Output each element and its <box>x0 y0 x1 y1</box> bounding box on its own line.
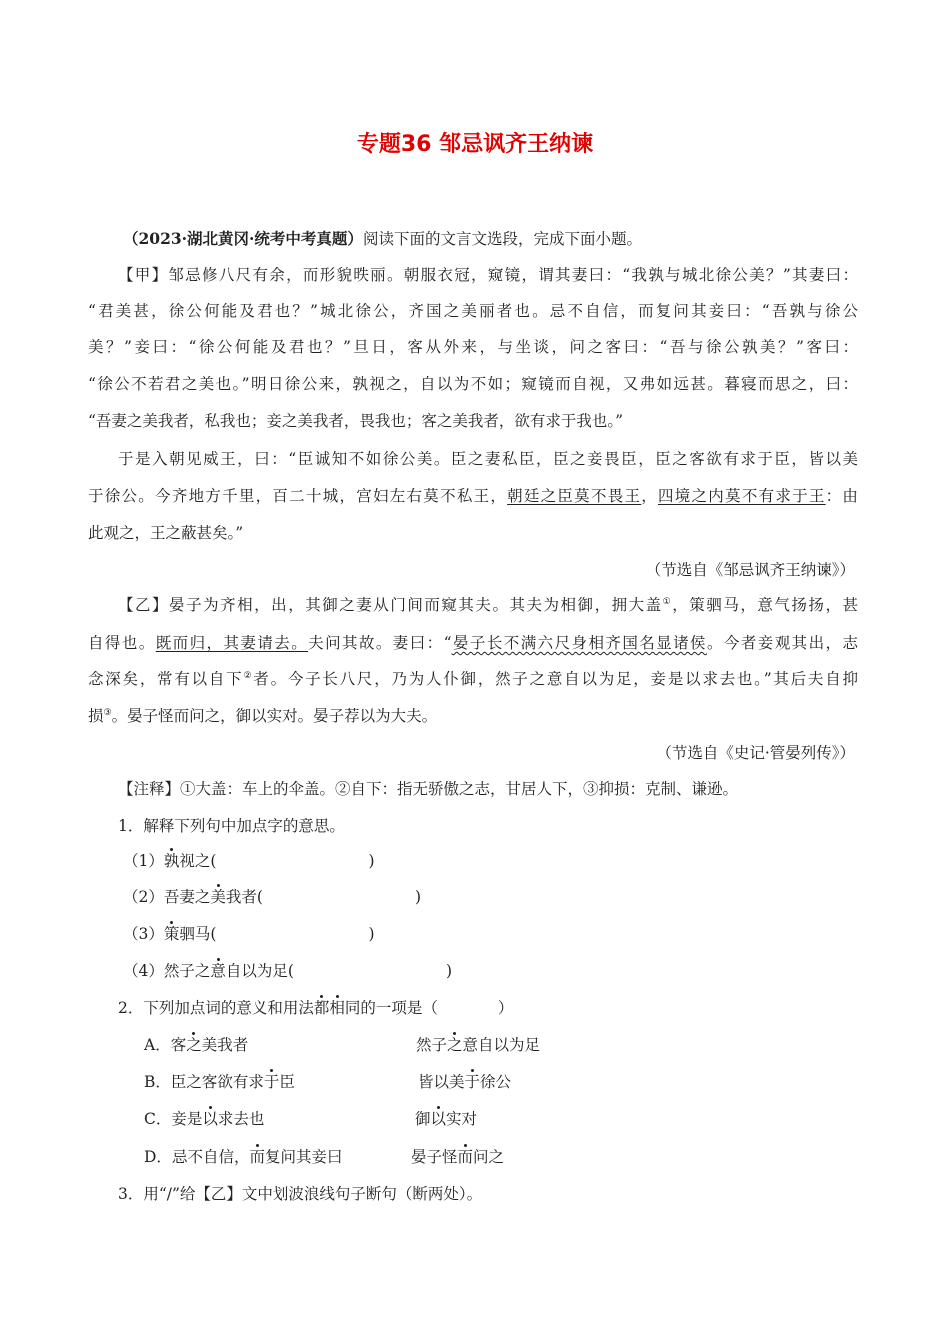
option-label: C． <box>144 1110 172 1128</box>
question-1-stem: 1．解释下列句中加点字的意思。 <box>118 817 345 835</box>
question-1-item <box>123 923 375 945</box>
text-span: 吾妻之 <box>163 888 211 906</box>
text-span: 我者( <box>225 888 263 906</box>
passage-a-line: “徐公不若君之美也。”明日徐公来，孰视之，自以为不如；窥镜而自视，又弗如远甚。暮寝而思之，曰： <box>88 375 858 393</box>
text-span: 念深矣，常有以自下 <box>88 670 244 688</box>
text-span: 夫问其故。妻曰：“ <box>308 634 452 652</box>
text-span: 然子 <box>416 1036 448 1054</box>
dotted-char: 以 <box>430 1110 447 1128</box>
text-span: 实对 <box>446 1110 478 1128</box>
text-span: 同的一项是（ <box>344 999 438 1017</box>
option-label: B． <box>144 1073 171 1091</box>
item-number: （3） <box>123 925 164 943</box>
option-b-right <box>418 1071 511 1093</box>
text-span: ) <box>414 888 422 906</box>
passage-b-line <box>88 632 858 654</box>
question-1-item <box>123 886 421 908</box>
option-d-right <box>411 1146 504 1168</box>
text-span: 臣 <box>279 1073 295 1091</box>
dotted-char: 之 <box>447 1036 463 1054</box>
question-1-item <box>123 850 375 872</box>
dotted-char: 策 <box>163 925 180 943</box>
option-label: A． <box>144 1036 171 1054</box>
option-label: D． <box>144 1148 172 1166</box>
text-span: ，策驷马，意气扬扬，甚 <box>672 596 858 614</box>
passage-b-source: （节选自《史记·管晏列传》） <box>656 744 855 762</box>
intro-text: 阅读下面的文言文选段，完成下面小题。 <box>362 230 642 248</box>
passage-a-line: “吾妻之美我者，私我也；妾之美我者，畏我也；客之美我者，欲有求于我也。” <box>88 412 624 430</box>
text-span: 视之( <box>179 852 217 870</box>
text-span: ， <box>641 487 659 505</box>
text-span: 皆以美 <box>418 1073 465 1091</box>
text-span: 晏子怪 <box>411 1148 458 1166</box>
question-3-stem: 3．用“/”给【乙】文中划波浪线句子断句（断两处）。 <box>118 1185 483 1203</box>
passage-b-line <box>88 705 437 727</box>
annotation-notes <box>118 778 738 800</box>
text-span: 【乙】晏子为齐相，出，其御之妻从门间而窥其夫。其夫为相御，拥大盖 <box>118 596 663 614</box>
notes-label: 【注释】 <box>118 780 181 798</box>
text-span: 者。今子长八尺，乃为人仆御，然子之意自以为足，妾是以求去也。”其后夫自抑 <box>253 670 858 688</box>
option-b[interactable] <box>144 1071 512 1093</box>
dotted-char: 于 <box>464 1073 481 1091</box>
option-a-right <box>416 1034 540 1056</box>
text-span: 客 <box>170 1036 187 1054</box>
dotted-char: 之 <box>186 1036 202 1054</box>
passage-a-source: （节选自《邹忌讽齐王纳谏》） <box>645 561 855 579</box>
underlined-sentence: 既而归，其妻请去。 <box>155 634 309 652</box>
text-span: 于徐公。今齐地方千里，百二十城，宫妇左右莫不私王， <box>88 487 508 505</box>
passage-a-line: “君美甚，徐公何能及君也？”城北徐公，齐国之美丽者也。忌不自信，而复问其妾曰：“吾孰与徐公 <box>88 302 858 320</box>
question-intro <box>123 228 642 250</box>
dotted-char: 都 <box>313 999 330 1017</box>
passage-a-line: 【甲】邹忌修八尺有余，而形貌昳丽。朝服衣冠，窥镜，谓其妻曰：“我孰与城北徐公美？”其妻曰： <box>118 266 858 284</box>
text-span: 求去也 <box>217 1110 265 1128</box>
text-span: ) <box>368 852 375 870</box>
text-span: 。晏子怪而问之，御以实对。晏子荐以为大夫。 <box>111 707 438 725</box>
page-title: 专题36 邹忌讽齐王纳谏 <box>356 132 594 157</box>
text-span: 臣之客欲有求 <box>170 1073 264 1091</box>
text-span: ：由 <box>825 487 858 505</box>
dotted-char: 而 <box>249 1148 265 1166</box>
item-number: （1） <box>123 852 164 870</box>
dotted-char: 意 <box>210 962 226 980</box>
underlined-sentence: 朝廷之臣莫不畏王 <box>507 487 642 505</box>
option-c-right <box>415 1108 477 1130</box>
dotted-char: 美 <box>210 888 226 906</box>
text-span: ) <box>368 925 375 943</box>
dotted-char: 孰 <box>163 852 180 870</box>
text-span: 。今者妾观其出，志 <box>706 634 858 652</box>
passage-a-line: 于是入朝见威王，曰：“臣诚知不如徐公美。臣之妻私臣，臣之妾畏臣，臣之客欲有求于臣，皆以美 <box>118 450 858 468</box>
dotted-char: 以 <box>202 1110 218 1128</box>
text-span: 2．下列加点词的意义和用法 <box>118 999 314 1017</box>
passage-b-line <box>118 594 858 616</box>
option-d[interactable] <box>144 1146 505 1168</box>
footnote-marker: ① <box>662 596 673 607</box>
exam-source: （2023·湖北黄冈·统考中考真题） <box>123 229 363 248</box>
text-span: 复问其妾曰 <box>264 1148 343 1166</box>
dotted-char: 而 <box>457 1148 474 1166</box>
option-c[interactable] <box>144 1108 478 1130</box>
text-span: 意自以为足 <box>462 1036 541 1054</box>
passage-a-line: 美？”妾曰：“徐公何能及君也？”旦日，客从外来，与坐谈，问之客曰：“吾与徐公孰美？”客曰： <box>88 338 858 356</box>
text-span: 美我者 <box>201 1036 249 1054</box>
text-span: 问之 <box>473 1148 505 1166</box>
question-2-stem <box>118 997 513 1019</box>
underlined-sentence: 四境之内莫不有求于王 <box>658 487 826 505</box>
text-span: 御 <box>415 1110 431 1128</box>
footnote-marker: ③ <box>103 707 112 718</box>
text-span: 自得也。 <box>88 634 156 652</box>
text-span: 自以为足( <box>225 962 294 980</box>
text-span: 然子之 <box>163 962 211 980</box>
text-span: 损 <box>88 707 104 725</box>
passage-a-line: 此观之，王之蔽甚矣。” <box>88 524 244 542</box>
wavy-underlined-sentence: 晏子长不满六尺身相齐国名显诸侯 <box>451 634 707 652</box>
text-span: 忌不自信， <box>171 1148 250 1166</box>
item-number: （4） <box>123 962 164 980</box>
notes-text: ①大盖：车上的伞盖。②自下：指无骄傲之志，甘居人下，③抑损：克制、谦逊。 <box>180 780 739 798</box>
text-span: ） <box>497 999 514 1017</box>
text-span: 妾是 <box>171 1110 203 1128</box>
passage-a-line <box>88 485 858 507</box>
question-1-item <box>123 960 452 982</box>
passage-b-line <box>88 668 858 690</box>
footnote-marker: ② <box>243 670 254 681</box>
text-span: 徐公 <box>480 1073 512 1091</box>
item-number: （2） <box>123 888 164 906</box>
dotted-char: 于 <box>263 1073 280 1091</box>
option-a[interactable] <box>144 1034 541 1056</box>
dotted-char: 相 <box>329 999 345 1017</box>
text-span: 驷马( <box>179 925 217 943</box>
text-span: ) <box>445 962 453 980</box>
